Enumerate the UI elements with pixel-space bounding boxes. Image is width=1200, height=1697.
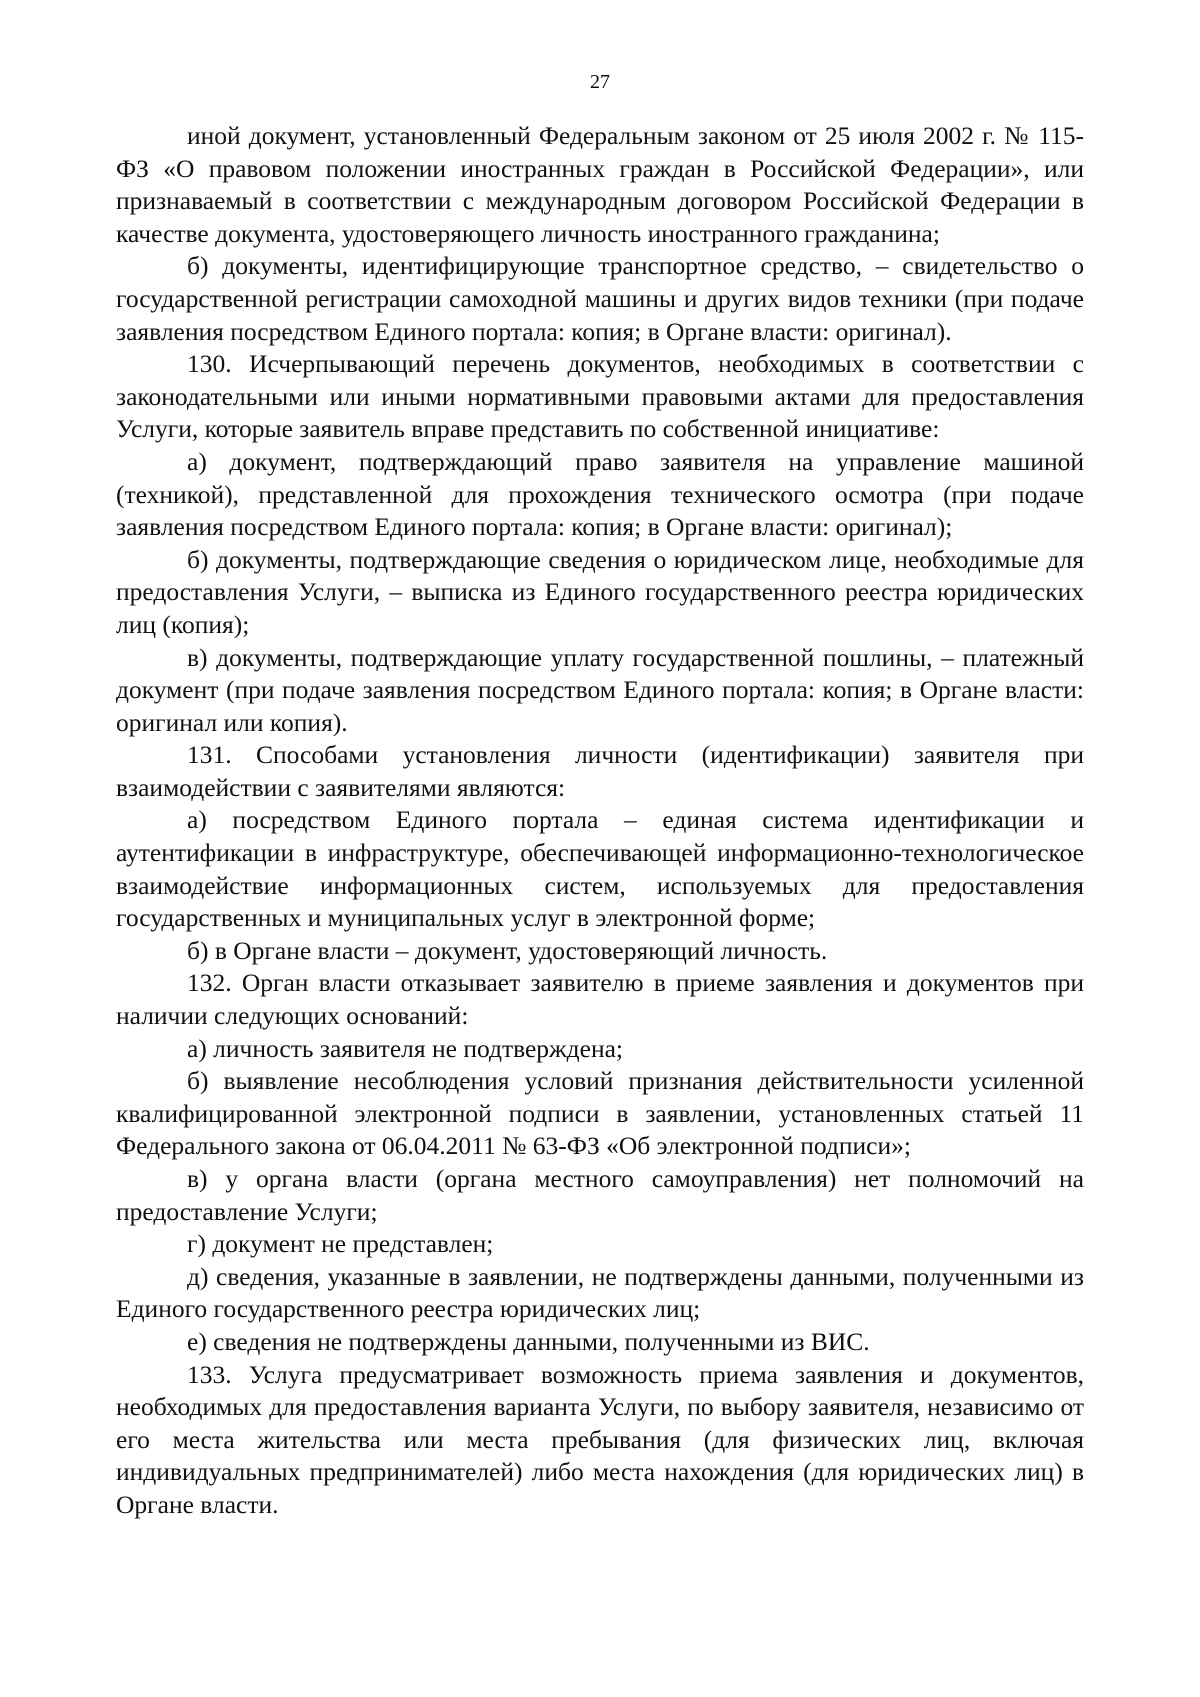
paragraph-130-b: б) документы, подтверждающие сведения о юридическом лице, необходимые для предоставления Услуги, – выписка из Единого государственного реестра юридических лиц (копия);: [116, 544, 1084, 639]
paragraph-vehicle-documents: б) документы, идентифицирующие транспортное средство, – свидетельство о государственной регистрации самоходной машины и других видов техники (при подаче заявления посредством Единого портала: копия; в Органе власти: оригинал).: [116, 251, 1084, 346]
paragraph-132-f: е) сведения не подтверждены данными, полученными из ВИС.: [187, 1326, 870, 1356]
page-number: 27: [590, 71, 610, 93]
document-body: [116, 120, 1084, 1522]
paragraph-132-d: г) документ не представлен;: [187, 1229, 494, 1259]
paragraph-foreign-id-document: иной документ, установленный Федеральным законом от 25 июля 2002 г. № 115-ФЗ «О правовом положении иностранных граждан в Российской Федерации», или признаваемый в соответствии с международным договором Российской Федерации в качестве документа, удостоверяющего личность иностранного гражданина;: [116, 121, 1084, 248]
paragraph-item-132: 132. Орган власти отказывает заявителю в приеме заявления и документов при наличии следующих оснований:: [116, 968, 1084, 1031]
paragraph-132-a: а) личность заявителя не подтверждена;: [187, 1033, 624, 1063]
paragraph-131-b: б) в Органе власти – документ, удостоверяющий личность.: [187, 935, 828, 965]
paragraph-item-133: 133. Услуга предусматривает возможность приема заявления и документов, необходимых для предоставления варианта Услуги, по выбору заявителя, независимо от его места жительства или места пребывания (для физических лиц, включая индивидуальных предпринимателей) либо места нахождения (для юридических лиц) в Органе власти.: [116, 1359, 1084, 1519]
paragraph-130-a: а) документ, подтверждающий право заявителя на управление машиной (техникой), представленной для прохождения технического осмотра (при подаче заявления посредством Единого портала: копия; в Органе власти: оригинал);: [116, 446, 1084, 542]
paragraph-132-e: д) сведения, указанные в заявлении, не подтверждены данными, полученными из Единого государственного реестра юридических лиц;: [116, 1261, 1084, 1324]
paragraph-item-131: 131. Способами установления личности (идентификации) заявителя при взаимодействии с заявителями являются:: [116, 740, 1084, 802]
paragraph-132-b: б) выявление несоблюдения условий признания действительности усиленной квалифицированной электронной подписи в заявлении, установленных статьей 11 Федерального закона от 06.04.2011 № 63-ФЗ «Об электронной подписи»;: [116, 1066, 1084, 1161]
paragraph-132-c: в) у органа власти (органа местного самоуправления) нет полномочий на предоставление Услуги;: [116, 1164, 1084, 1226]
paragraph-item-130: 130. Исчерпывающий перечень документов, необходимых в соответствии с законодательными или иными нормативными правовыми актами для предоставления Услуги, которые заявитель вправе представить по собственной инициативе:: [116, 349, 1084, 444]
paragraph-131-a: а) посредством Единого портала – единая система идентификации и аутентификации в инфраструктуре, обеспечивающей информационно-технологическое взаимодействие информационных систем, используемых для предоставления государственных и муниципальных услуг в электронной форме;: [116, 805, 1084, 933]
paragraph-130-c: в) документы, подтверждающие уплату государственной пошлины, – платежный документ (при подаче заявления посредством Единого портала: копия; в Органе власти: оригинал или копия).: [116, 642, 1084, 737]
